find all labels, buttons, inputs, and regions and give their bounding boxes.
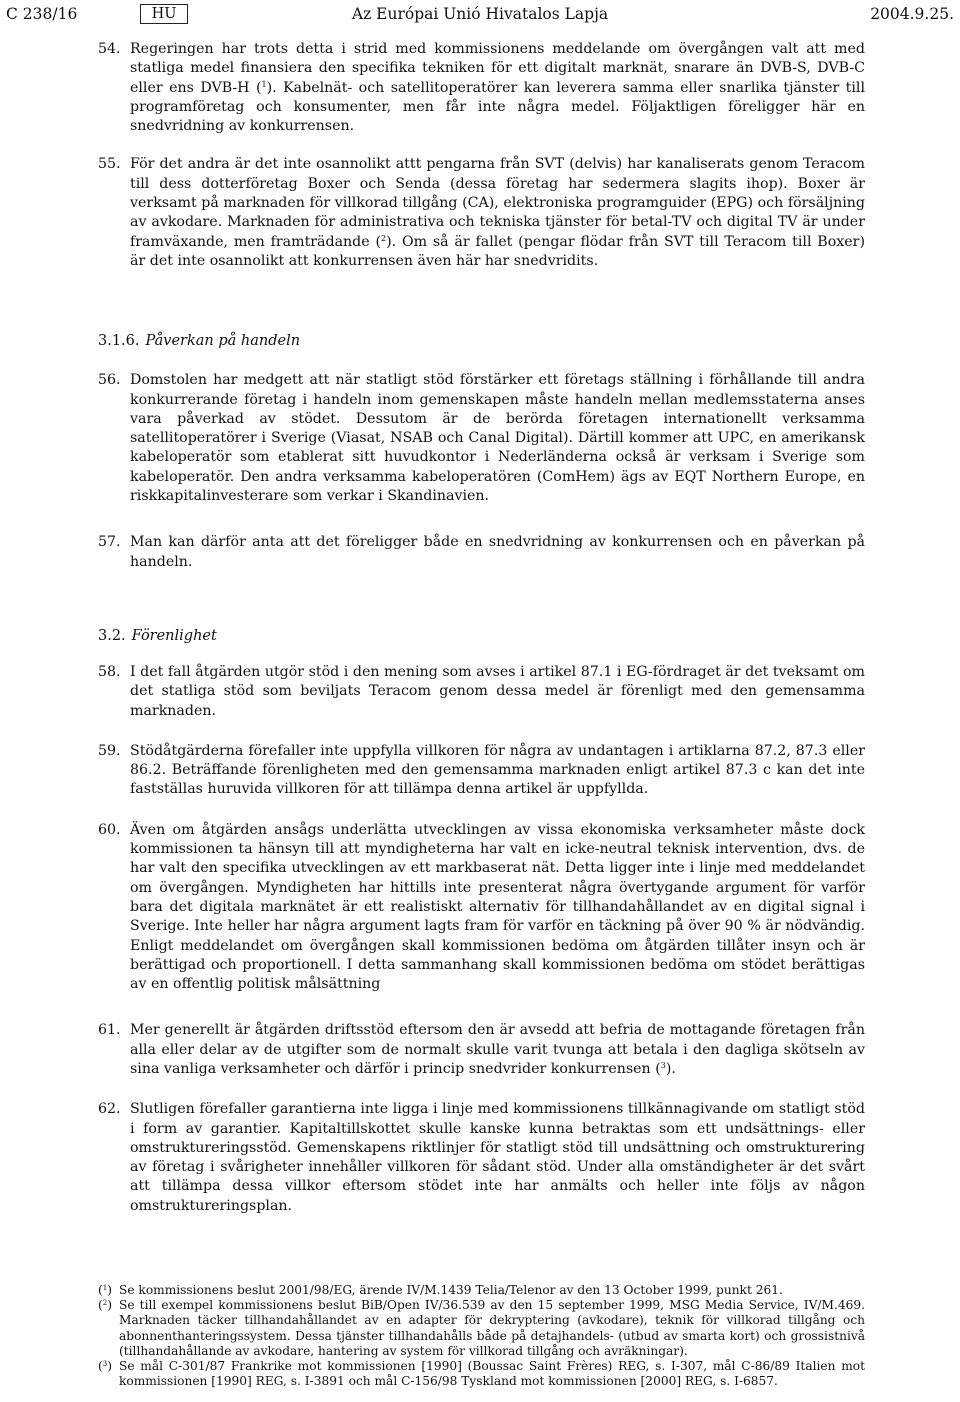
paragraph-61	[98, 1021, 865, 1079]
page-reference: C 238/16	[6, 5, 78, 23]
section-heading-3-2	[98, 626, 865, 646]
paragraph-text: ). Kabelnät- och satellitoperatörer kan leverera samma eller snarlika tjänster till programföretag och konsumenter, men får inte några medel. Följaktligen föreligger här en snedvridning av konkurrensen.	[130, 79, 865, 135]
paragraph-text: Man kan därför anta att det föreligger både en snedvridning av konkurrensen och en påverkan på handeln.	[130, 534, 865, 570]
footnote-text: Se kommissionens beslut 2001/98/EG, ärende IV/M.1439 Telia/Telenor av den 13 October 1999, punkt 261.	[119, 1283, 783, 1297]
paragraph-text: Stödåtgärderna förefaller inte uppfylla villkoren för några av undantagen i artiklarna 87.2, 87.3 eller 86.2. Beträffande förenligheten med den gemensamma marknaden enligt artikel 87.3 c kan det inte fastställas huruvida villkoren för att tillämpa denna artikel är uppfyllda.	[130, 742, 865, 798]
footnote-2	[98, 1298, 865, 1359]
paragraph-text: Regeringen har trots detta i strid med kommissionens meddelande om övergången valt att med statliga medel finansiera den specifika tekniken för ett digitalt marknät, snarare än DVB-S, DVB-C eller ens DVB-H (	[130, 41, 865, 96]
journal-title: Az Európai Unió Hivatalos Lapja	[351, 5, 609, 23]
section-heading-3-1-6	[98, 331, 865, 351]
document-body	[98, 40, 865, 1216]
footnote-text: Se mål C-301/87 Frankrike mot kommissionen [1990] (Boussac Saint Frères) REG, s. I-307, mål C-86/89 Italien mot kommissionen [1990] REG, s. I-3891 och mål C-156/98 Tyskland mot kommissionen [2000] REG, s. I-6857.	[119, 1359, 865, 1389]
paragraph-number: 55.	[98, 156, 121, 173]
paragraph-number: 61.	[98, 1022, 121, 1039]
paragraph-54	[98, 40, 865, 136]
publication-date: 2004.9.25.	[870, 5, 954, 23]
section-number: 3.2.	[98, 627, 126, 644]
footnote-1	[98, 1283, 865, 1298]
paragraph-text: ). Om så är fallet (pengar flödar från SVT till Teracom till Boxer) är det inte osannolikt att konkurrensen även här har snedvridits.	[130, 233, 865, 269]
section-title: Förenlighet	[131, 627, 217, 644]
footnote-ref: 2	[381, 233, 387, 243]
footnote-mark: ($^3$)	[98, 1359, 112, 1374]
paragraph-55	[98, 155, 865, 271]
section-number: 3.1.6.	[98, 333, 140, 350]
footnote-mark: ($^2$)	[98, 1298, 112, 1313]
paragraph-number: 54.	[98, 41, 121, 57]
footnote-text: Se till exempel kommissionens beslut BiB/Open IV/36.539 av den 15 september 1999, MSG Media Service, IV/M.469. Marknaden täcker tillhandahållandet av en adapter för dekryptering (avkodare), teknik för villkorad tillgång och abonnenthanteringssystem. Dessa tjänster tillhandahålls både på detajhandels- (utbud av smarta kort) och grossistnivå (tillhandahållande av avkodare, hantering av system för villkorad tillgång och avräkningar).	[119, 1298, 865, 1358]
paragraph-number: 62.	[98, 1101, 121, 1118]
page-header	[6, 4, 954, 24]
paragraph-56	[98, 371, 865, 506]
language-code-box: HU	[140, 4, 188, 24]
footnote-ref: 1	[261, 79, 267, 89]
footnotes	[98, 1283, 865, 1389]
paragraph-number: 59.	[98, 742, 121, 759]
paragraph-57	[98, 533, 865, 572]
paragraph-59	[98, 742, 865, 800]
section-title: Påverkan på handeln	[145, 333, 301, 350]
paragraph-text: Slutligen förefaller garantierna inte ligga i linje med kommissionens tillkännagivande om statligt stöd i form av garantier. Kapitaltillskottet skulle kanske kunna betraktas som ett undsättnings- eller omstruktureringsstöd. Gemenskapens riktlinjer för statligt stöd till undsättning och omstrukturering av företag i svårigheter innehåller villkoren för sådant stöd. Under alla omständigheter är det svårt att tillämpa dessa villkor eftersom stödet inte har anmälts och heller inte följs av någon omstruktureringsplan.	[130, 1101, 865, 1214]
paragraph-number: 60.	[98, 821, 121, 838]
paragraph-number: 58.	[98, 663, 121, 680]
paragraph-62	[98, 1100, 865, 1216]
paragraph-text: Domstolen har medgett att när statligt stöd förstärker ett företags ställning i förhållande till andra konkurrerande företag i handeln inom gemenskapen måste handeln mellan medlemsstaterna anses vara påverkad av stödet. Dessutom är de berörda företagen internationellt verksamma satellitoperatörer i Sverige (Viasat, NSAB och Canal Digital). Därtill kommer att UPC, en amerikansk kabeloperatör som etablerat sitt huvudkontor i Nederländerna också är verksam i Sverige som kabeloperatör. Den andra verksamma kabeloperatören (ComHem) ägs av EQT Northern Europe, en riskkapitalinvesterare som verkar i Skandinavien.	[130, 372, 865, 505]
paragraph-text: I det fall åtgärden utgör stöd i den mening som avses i artikel 87.1 i EG-fördraget är det tveksamt om det statliga stöd som beviljats Teracom genom dessa medel är förenligt med den gemensamma marknaden.	[130, 663, 865, 719]
paragraph-number: 56.	[98, 372, 121, 389]
paragraph-number: 57.	[98, 534, 121, 551]
footnote-mark: ($^1$)	[98, 1283, 112, 1297]
paragraph-text: Även om åtgärden ansågs underlätta utvecklingen av vissa ekonomiska verksamheter måste dock kommissionen ta hänsyn till att myndigheterna har valt en icke-neutral teknisk intervention, dvs. de har valt den specifika utvecklingen av ett markbaserat nät. Detta ligger inte i linje med meddelandet om övergången. Myndigheten har hittills inte presenterat några övertygande argument för varför bara det digitala marknätet är ett realistiskt alternativ för tillhandahållandet av en digital signal i Sverige. Inte heller har några argument lagts fram för varför en täckning på över 90 % är nödvändig. Enligt meddelandet om övergången skall kommissionen bedöma om åtgärden tillåter insyn och är berättigad och proportionell. I detta sammanhang skall kommissionen bedöma om stödet berättigas av en offentlig politisk målsättning	[130, 821, 865, 993]
paragraph-text: För det andra är det inte osannolikt attt pengarna från SVT (delvis) har kanaliserats genom Teracom till dess dotterföretag Boxer och Senda (dessa företag har sedermera slagits ihop). Boxer är verksamt på marknaden för villkorad tillgång (CA), elektroniska programguider (EPG) och försäljning av avkodare. Marknaden för administrativa och tekniska tjänster för betal-TV och digital TV är under framväxande, men framträdande (	[130, 156, 865, 250]
paragraph-text: Mer generellt är åtgärden driftsstöd eftersom den är avsedd att befria de mottagande företagen från alla eller delar av de utgifter som de normalt skulle varit tvunga att betala i den dagliga skötseln av sina vanliga verksamheter och därför i princip snedvrider konkurrensen (	[130, 1022, 865, 1077]
footnote-3	[98, 1359, 865, 1389]
paragraph-text: ).	[665, 1060, 676, 1077]
footnote-ref: 3	[660, 1060, 666, 1070]
paragraph-60	[98, 821, 865, 995]
paragraph-58	[98, 663, 865, 721]
